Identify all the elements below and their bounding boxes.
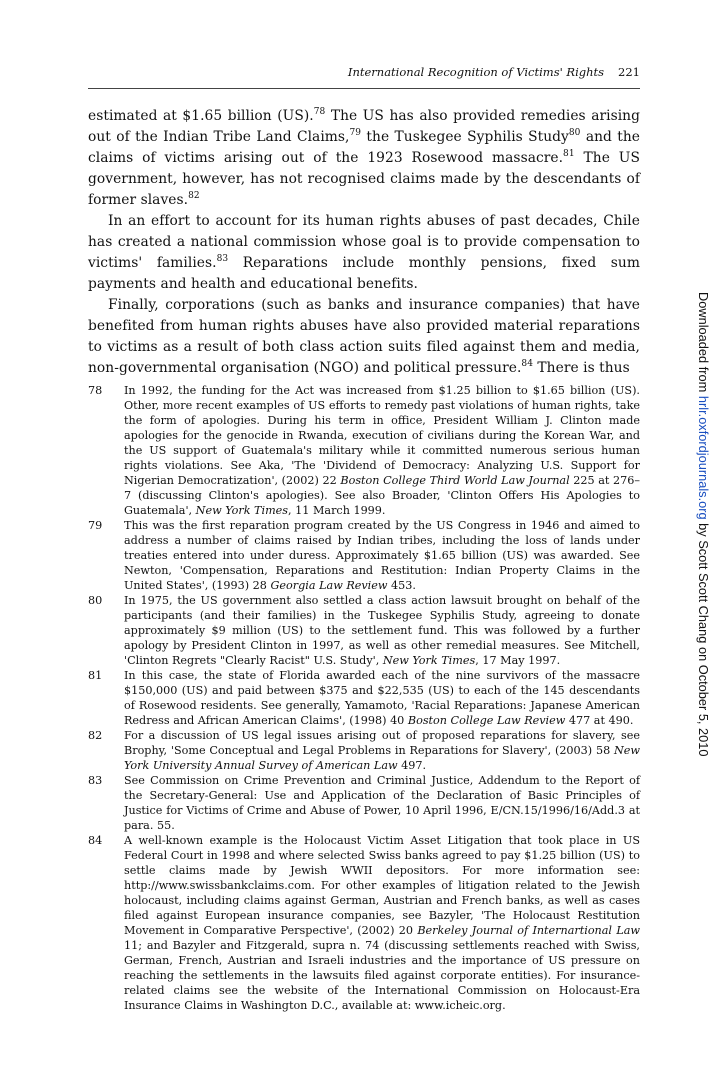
paragraph-text: Reparations include monthly pensions, fixed sum payments and health and educational benefits.: [88, 255, 640, 292]
footnote-number: 82: [88, 729, 103, 742]
body-text: [88, 106, 640, 379]
paragraph-text: There is thus: [532, 360, 630, 376]
footnote-ref-82[interactable]: 82: [188, 191, 200, 201]
footnote-83: [88, 773, 640, 833]
footnote-text: For a discussion of US legal issues arising out of proposed reparations for slavery, see Brophy, 'Some Conceptual and Legal Problems in Reparations for Slavery', (2003) 58 New York University Annual Survey of American Law 497.: [124, 729, 640, 772]
footnote-number: 78: [88, 384, 103, 397]
footnote-82: [88, 728, 640, 773]
paragraph-2: [88, 211, 640, 295]
running-title: International Recognition of Victims' Rights: [347, 65, 605, 79]
paragraph-text: the Tuskegee Syphilis Study: [361, 129, 569, 145]
footnote-text: This was the first reparation program created by the US Congress in 1946 and aimed to address a number of claims raised by Indian tribes, including the loss of lands under treaties entered into under duress. Approximately $1.65 billion (US) was awarded. See Newton, 'Compensation, Reparations and Restitution: Indian Property Claims in the United States', (1993) 28 Georgia Law Review 453.: [124, 519, 640, 592]
footnote-79: [88, 518, 640, 593]
footnote-ref-78[interactable]: 78: [313, 107, 326, 117]
footnote-text: In 1975, the US government also settled a class action lawsuit brought on behalf of the participants (and their families) in the Tuskegee Syphilis Study, agreeing to donate approximately $9 million (US) to the settlement fund. This was followed by a further apology by President Clinton in 1997, as well as other remedial measures. See Mitchell, 'Clinton Regrets "Clearly Racist" U.S. Study', New York Times, 17 May 1997.: [124, 594, 640, 667]
paragraph-3: [88, 295, 640, 379]
journal-link[interactable]: hrlr.oxfordjournals.org: [696, 395, 711, 520]
footnote-84: [88, 833, 640, 1013]
footnotes: [88, 383, 640, 1013]
footnote-ref-79[interactable]: 79: [349, 128, 362, 138]
footnote-text: In 1992, the funding for the Act was increased from $1.25 billion to $1.65 billion (US). Other, more recent examples of US efforts to remedy past violations of human rights, take the form of apologies. During his term in office, President William J. Clinton made apologies for the genocide in Rwanda, execution of civilians during the Korean War, and the US support of Guatemala's military while it committed numerous serious human rights violations. See Aka, 'The 'Dividend of Democracy: Analyzing U.S. Support for Nigerian Democratization', (2002) 22 Boston College Third World Law Journal 225 at 276–7 (discussing Clinton's apologies). See also Broader, 'Clinton Offers His Apologies to Guatemala', New York Times, 11 March 1999.: [124, 384, 640, 517]
footnote-text: In this case, the state of Florida awarded each of the nine survivors of the massacre $150,000 (US) and paid between $375 and $22,535 (US) to each of the 145 descendants of Rosewood residents. See generally, Yamamoto, 'Racial Reparations: Japanese American Redress and African American Claims', (1998) 40 Boston College Law Review 477 at 490.: [124, 669, 640, 727]
footnote-81: [88, 668, 640, 728]
footnote-80: [88, 593, 640, 668]
paragraph-text: estimated at $1.65 billion (US).: [88, 108, 314, 124]
footnote-number: 81: [88, 669, 103, 682]
download-watermark: Downloaded from hrlr.oxfordjournals.org by Scott Scott Chang on October 5, 2010: [696, 292, 711, 757]
page-number: 221: [618, 65, 640, 79]
paragraph-text: In an effort to account for its human rights abuses of past decades, Chile has created a national commission whose goal is to provide compensation to victims' families.: [88, 213, 640, 271]
footnote-number: 79: [88, 519, 103, 532]
paragraph-text: Finally, corporations (such as banks and insurance companies) that have benefited from human rights abuses have also provided material reparations to victims as a result of both class action suits filed against them and media, non-governmental organisation (NGO) and political pressure.: [88, 297, 640, 376]
footnote-ref-84[interactable]: 84: [521, 359, 533, 369]
footnote-ref-80[interactable]: 80: [568, 128, 581, 138]
footnote-ref-81[interactable]: 81: [563, 149, 575, 159]
header-rule: [88, 88, 640, 89]
paragraph-text: and the claims of victims arising out of the 1923 Rosewood massacre.: [88, 129, 641, 166]
paragraph-text: The US government, however, has not recognised claims made by the descendants of former slaves.: [88, 150, 640, 208]
footnote-number: 80: [88, 594, 103, 607]
paragraph-1: [88, 106, 640, 211]
footnote-number: 83: [88, 774, 103, 787]
running-header: [0, 65, 640, 79]
footnote-text: See Commission on Crime Prevention and Criminal Justice, Addendum to the Report of the Secretary-General: Use and Application of the Declaration of Basic Principles of Justice for Victims of Crime and Abuse of Power, 10 April 1996, E/CN.15/1996/16/Add.3 at para. 55.: [124, 774, 640, 832]
footnote-78: [88, 383, 640, 518]
footnote-ref-83[interactable]: 83: [216, 254, 229, 264]
footnote-text: A well-known example is the Holocaust Victim Asset Litigation that took place in US Federal Court in 1998 and where selected Swiss banks agreed to pay $1.25 billion (US) to settle claims made by Jewish WWII depositors. For more information see: http://www.swissbankclaims.com. For other examples of litigation related to the Jewish holocaust, including claims against German, Austrian and French banks, as well as cases filed against European insurance companies, see Bazyler, 'The Holocaust Restitution Movement in Comparative Perspective', (2002) 20 Berkeley Journal of Internartional Law 11; and Bazyler and Fitzgerald, supra n. 74 (discussing settlements reached with Swiss, German, French, Austrian and Israeli industries and the importance of US pressure on reaching the settlements in the lawsuits filed against corporate entities). For insurance-related claims see the website of the International Commission on Holocaust-Era Insurance Claims in Washington D.C., available at: www.icheic.org.: [124, 834, 640, 1012]
footnote-number: 84: [88, 834, 103, 847]
paragraph-text: The US has also provided remedies arising out of the Indian Tribe Land Claims,: [88, 108, 640, 145]
